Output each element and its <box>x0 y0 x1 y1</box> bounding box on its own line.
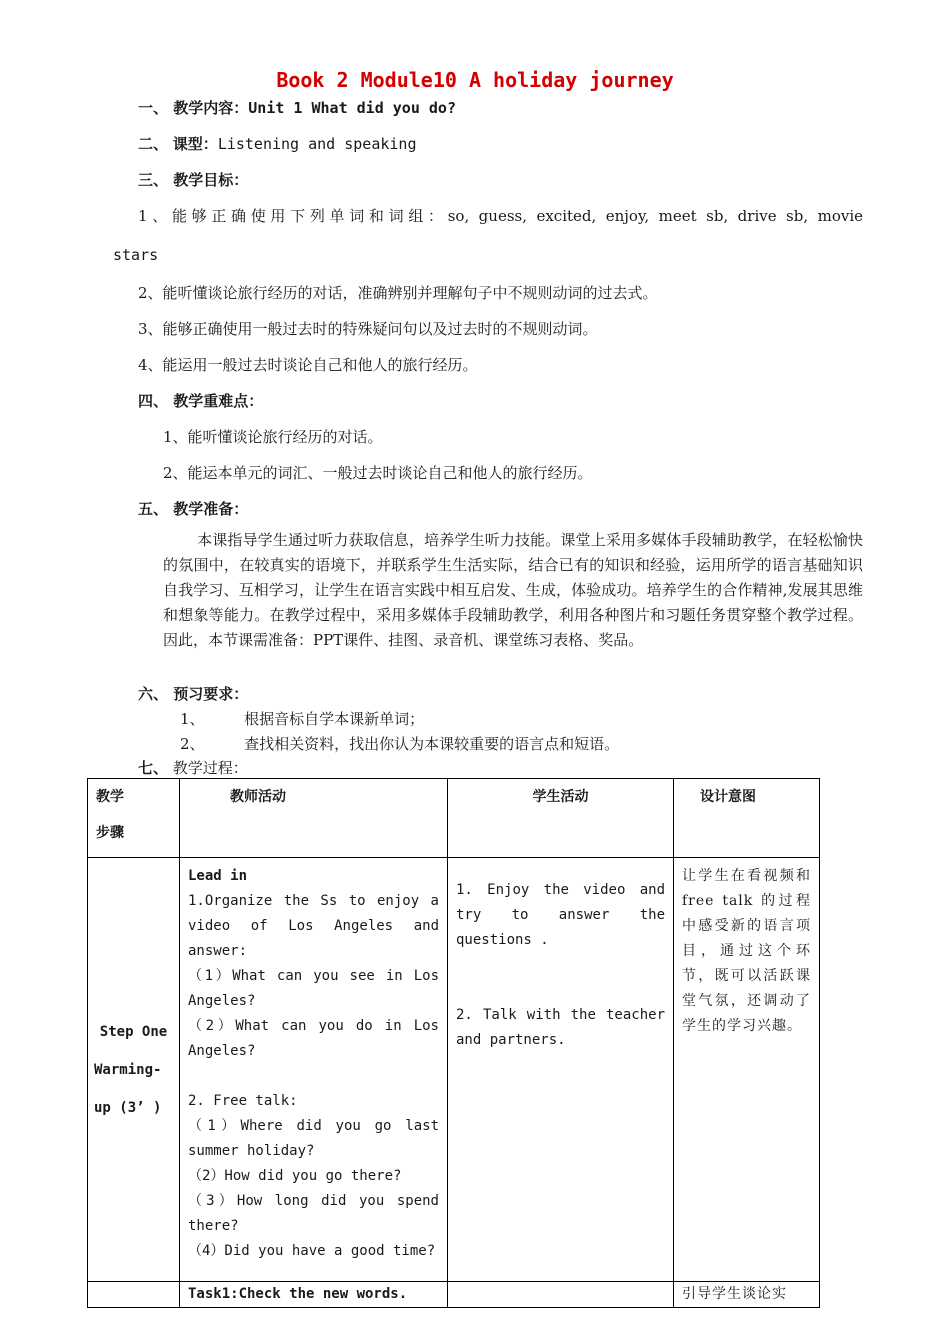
section-3 <box>138 169 248 190</box>
table-row <box>88 858 820 1282</box>
preview-item-2 <box>180 733 619 754</box>
section-7 <box>138 757 248 778</box>
teacher-activity-line: 1.Organize the Ss to enjoy a video of Los Angeles and answer: <box>188 893 439 959</box>
teacher-activity-line: 2. Free talk: <box>188 1093 298 1109</box>
objective-3: 3、能够正确使用一般过去时的特殊疑问句以及过去时的不规则动词。 <box>138 320 598 338</box>
key-point-1: 1、能听懂谈论旅行经历的对话。 <box>163 428 383 446</box>
section-2 <box>138 133 417 154</box>
section-5-label: 教学准备： <box>173 500 249 518</box>
page-title: Book 2 Module10 A holiday journey <box>276 68 674 92</box>
teacher-activity-line: （2）What can you do in Los Angeles? <box>188 1018 439 1059</box>
header-teacher: 教师活动 <box>180 779 448 858</box>
preview-item-1-text: 根据音标自学本课新单词； <box>244 710 425 728</box>
section-2-number: 二、 <box>138 135 169 153</box>
design-intent-cell: 让学生在看视频和 free talk 的过程中感受新的语言项目，通过这个环节，既可以活跃课堂气氛，还调动了学生的学习兴趣。 <box>674 858 820 1282</box>
preview-item-1-number: 1、 <box>180 710 205 728</box>
section-1-label: 教学内容： <box>173 99 249 117</box>
section-2-label: 课型： <box>172 135 218 153</box>
teacher-activity-line: （3）How long did you spend there? <box>188 1193 439 1234</box>
preview-item-1 <box>180 708 424 729</box>
teacher-activity-line: Lead in <box>188 868 248 884</box>
section-5 <box>138 498 248 519</box>
preview-item-2-text: 查找相关资料，找出你认为本课较重要的语言点和短语。 <box>244 735 620 753</box>
task1-cell: Task1:Check the new words. <box>180 1282 448 1308</box>
header-step-line-1: 教学 <box>96 789 124 805</box>
section-4 <box>138 390 263 411</box>
section-1-number: 一、 <box>138 99 169 117</box>
student-activity-line: 1. Enjoy the video and try to answer the questions . <box>456 882 665 948</box>
preview-item-2-number: 2、 <box>180 735 205 753</box>
section-1 <box>138 97 456 118</box>
header-design: 设计意图 <box>674 779 820 858</box>
section-5-number: 五、 <box>138 500 169 518</box>
preparation-text: 本课指导学生通过听力获取信息，培养学生听力技能。课堂上采用多媒体手段辅助教学，在轻松愉快的氛围中，在较真实的语境下，并联系学生生活实际，结合已有的知识和经验，运用所学的语言基础知识自我学习、互相学习，让学生在语言实践中相互启发、生成，体验成功。培养学生的合作精神,发展其思维和想象等能力。在教学过程中，采用多媒体手段辅助教学，利用各种图片和习题任务贯穿整个教学过程。因此，本节课需准备：PPT课件、挂图、录音机、课堂练习表格、奖品。 <box>163 531 863 649</box>
objective-1-line-2: stars <box>113 246 159 264</box>
table-row <box>88 1282 820 1308</box>
header-student: 学生活动 <box>448 779 674 858</box>
spacer <box>188 1064 439 1089</box>
teacher-activity-line: （1）Where did you go last summer holiday? <box>188 1118 439 1159</box>
teacher-activity-line: （4）Did you have a good time? <box>188 1243 436 1259</box>
section-4-label: 教学重难点： <box>173 392 264 410</box>
teaching-process-table <box>87 778 820 1308</box>
step-one-line-3: up (3’ ) <box>94 1099 162 1116</box>
section-6-number: 六、 <box>138 685 169 703</box>
step-two-cell <box>88 1282 180 1308</box>
objective-2: 2、能听懂谈论旅行经历的对话，准确辨别并理解句子中不规则动词的过去式。 <box>138 284 658 302</box>
student-activity-line: 2. Talk with the teacher and partners. <box>456 1007 665 1048</box>
section-7-label: 教学过程： <box>172 759 248 777</box>
objective-1-line-1: 1、能够正确使用下列单词和词组：so, guess, excited, enjoy, meet sb, drive sb, movie <box>138 207 863 225</box>
section-2-value: Listening and speaking <box>217 135 417 153</box>
teacher-activity-line: （2）How did you go there? <box>188 1168 402 1184</box>
section-1-value: Unit 1 What did you do? <box>248 99 456 117</box>
objective-4: 4、能运用一般过去时谈论自己和他人的旅行经历。 <box>138 356 478 374</box>
teacher-activity-cell <box>180 858 448 1282</box>
teacher-activity-line: （1）What can you see in Los Angeles? <box>188 968 439 1009</box>
header-step-line-2: 步骤 <box>96 825 124 841</box>
section-4-number: 四、 <box>138 392 169 410</box>
preparation-paragraph <box>163 528 863 653</box>
section-6 <box>138 683 248 704</box>
step-one-line-2: Warming- <box>94 1061 162 1078</box>
student-activity-cell-2 <box>448 1282 674 1308</box>
design-intent-cell-2: 引导学生谈论实 <box>674 1282 820 1308</box>
student-activity-cell <box>448 858 674 1282</box>
header-step <box>88 779 180 858</box>
section-3-number: 三、 <box>138 171 169 189</box>
table-header-row <box>88 779 820 858</box>
section-6-label: 预习要求： <box>173 685 249 703</box>
step-one-line-1: Step One <box>99 1023 168 1040</box>
section-7-number: 七、 <box>138 759 169 777</box>
key-point-2: 2、能运本单元的词汇、一般过去时谈论自己和他人的旅行经历。 <box>163 464 593 482</box>
step-one-cell <box>88 858 180 1282</box>
section-3-label: 教学目标： <box>173 171 249 189</box>
spacer <box>456 953 665 1003</box>
